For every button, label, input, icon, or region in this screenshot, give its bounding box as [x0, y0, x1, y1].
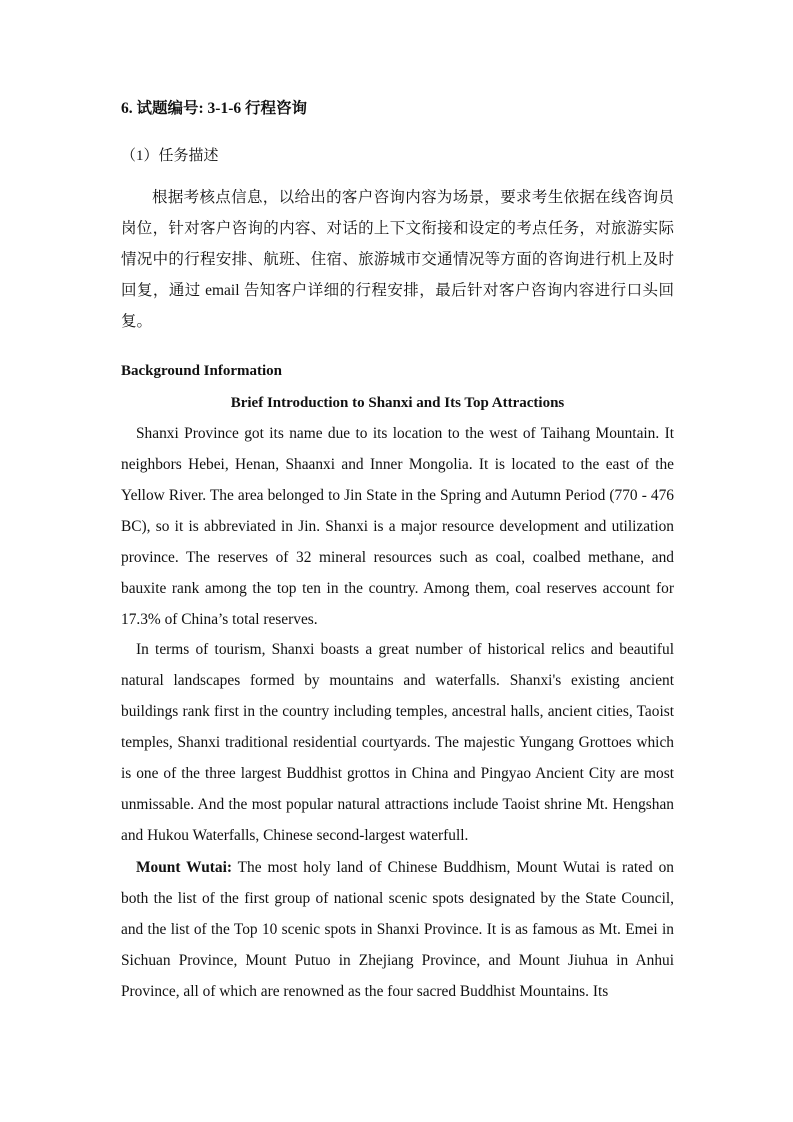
task-description-paragraph: 根据考核点信息，以给出的客户咨询内容为场景，要求考生依据在线咨询员岗位，针对客户咨询的内容、对话的上下文衔接和设定的考点任务，对旅游实际情况中的行程安排、航班、住宿、旅游城市交通情况等方面的咨询进行机上及时回复，通过 email 告知客户详细的行程安排，最后针对客户咨询内容进行口头回复。 — [121, 189, 674, 330]
paragraph-text: In terms of tourism, Shanxi boasts a great number of historical relics and beautiful natural landscapes formed by mountains and waterfalls. Shanxi's existing ancient buildings rank first in the country including temples, ancestral halls, ancient cities, Taoist temples, Shanxi traditional residential courtyards. The majestic Yungang Grottoes which is one of the three largest Buddhist grottos in China and Pingyao Ancient City are most unmissable. And the most popular natural attractions include Taoist shrine Mt. Hengshan and Hukou Waterfalls, Chinese second-largest waterfull. — [121, 641, 674, 844]
paragraph-text: Shanxi Province got its name due to its location to the west of Taihang Mountain. It neighbors Hebei, Henan, Shaanxi and Inner Mongolia. It is located to the east of the Yellow River. The area belonged to Jin State in the Spring and Autumn Period (770 - 476 BC), so it is abbreviated in Jin. Shanxi is a major resource development and utilization province. The reserves of 32 mineral resources such as coal, coalbed methane, and bauxite rank among the top ten in the country. Among them, coal reserves account for 17.3% of China’s total reserves. — [121, 425, 674, 628]
paragraph-text: The most holy land of Chinese Buddhism, Mount Wutai is rated on both the list of the first group of national scenic spots designated by the State Council, and the list of the Top 10 scenic spots in Shanxi Province. It is as famous as Mt. Emei in Sichuan Province, Mount Putuo in Zhejiang Province, and Mount Jiuhua in Anhui Province, all of which are renowned as the four sacred Buddhist Mountains. Its — [121, 859, 674, 1000]
intro-paragraph — [121, 418, 674, 635]
task-subheading: （1）任务描述 — [121, 148, 219, 164]
article-title: Brief Introduction to Shanxi and Its Top Attractions — [230, 395, 565, 411]
question-heading: 6. 试题编号: 3-1-6 行程咨询 — [121, 100, 307, 117]
mount-wutai-paragraph — [121, 852, 674, 1007]
tourism-paragraph — [121, 634, 674, 851]
background-section-label: Background Information — [121, 363, 283, 379]
paragraph-lead: Mount Wutai: — [136, 859, 232, 876]
